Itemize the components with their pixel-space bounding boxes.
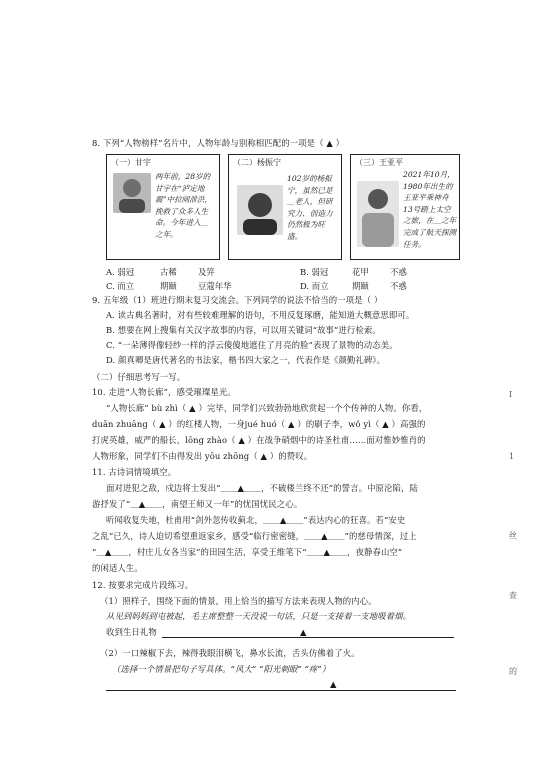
card-text: 2021年10月，1980年出生的王亚平乘神舟13号踏上太空之旅，在＿之年完成了航天探测任务。 <box>403 170 457 249</box>
q9-option-b: B. 想要在网上搜集有关汉字故事的内容，可以用关键词“故事”进行检索。 <box>106 325 381 335</box>
q10-stem: 10. 走进“人物长廊”，感受璀璨星光。 <box>92 387 236 397</box>
q9-option-a: A. 读古典名著时，对有些较难理解的语句，不用反复琢磨，能知道大概意思即可。 <box>106 310 415 320</box>
option-label: C. 而立 <box>106 281 135 291</box>
option-label: A. 弱冠 <box>106 267 135 277</box>
q9-option-c: C. “一朵薄得像轻纱一样的浮云傻傻地遮住了月亮的脸”表现了景物的动态美。 <box>106 340 398 350</box>
option-label: B. 弱冠 <box>300 267 329 277</box>
q9-stem: 9. 五年级（1）班进行期末复习交流会。下列同学的说法不恰当的一项是（ ） <box>92 295 383 305</box>
card-title: （二）杨振宁 <box>233 158 281 167</box>
portrait-photo <box>357 181 399 247</box>
option-term: 不惑 <box>390 267 407 277</box>
section-heading: （二）仔细思考写一写。 <box>92 372 186 382</box>
q11-line: 之乱”已久，诗人迫切希望重返家乡，感受“临行密密缝，＿＿▲＿＿”的慈母情深，过上 <box>92 531 417 541</box>
q12-task2: （选择一个情景把句子写具体。“风大” “阳光刺眼” “疼”） <box>112 664 331 674</box>
answer-line <box>106 690 456 691</box>
option-term: 花甲 <box>352 267 369 277</box>
q11-stem: 11. 古诗词情境填空。 <box>92 467 177 477</box>
q12-part2: （2）一口辣椒下去，辣得我眼泪横飞，鼻水长流，舌头仿佛着了火。 <box>100 648 360 658</box>
person-portrait-icon <box>357 181 399 247</box>
margin-mark: 1 <box>509 452 515 461</box>
q11-line: 游抒发了“＿▲＿＿，南望王师又一年”的忧国忧民之心。 <box>92 499 303 509</box>
card-title: （三）王亚平 <box>355 158 403 167</box>
q12-stem: 12. 按要求完成片段练习。 <box>92 580 194 590</box>
portrait-photo <box>237 185 283 235</box>
margin-mark: 查 <box>509 591 517 600</box>
portrait-photo <box>113 173 151 213</box>
person-portrait-icon <box>237 185 283 235</box>
answer-marker: ▲ <box>300 627 307 637</box>
card-text: 两年前，28岁的甘宇在“泸定地震”中拉闸泄洪，挽救了众多人生命。今年进入＿之年。 <box>155 172 213 239</box>
person-portrait-icon <box>113 173 151 213</box>
option-term: 期颐 <box>352 281 369 291</box>
q12-task1: 收到生日礼物 <box>106 627 157 637</box>
q12-part1: （1）照样子，围绕下面的情景，用上恰当的描写方法来表现人物的内心。 <box>100 596 377 606</box>
q11-line: 听闻收复失地，杜甫用“剑外忽传收蓟北，＿＿▲＿＿”表达内心的狂喜。若“安史 <box>106 515 406 525</box>
q11-line: 的闲适人生。 <box>92 563 143 573</box>
q8-stem: 8. 下列“人物榜样”名片中，人物年龄与别称相匹配的一项是（ ▲ ） <box>92 138 345 148</box>
q11-line: “＿▲＿＿，村庄儿女各当家”的田园生活，享受王维笔下“＿＿▲＿＿，夜静春山空” <box>92 547 403 557</box>
margin-mark: 的 <box>509 667 517 676</box>
option-term: 不惑 <box>390 281 407 291</box>
margin-mark: 丝 <box>509 531 517 540</box>
card-text: 102岁的杨振宁，虽然已是＿老人，但研究力、创造力仍然极为旺盛。 <box>287 174 333 241</box>
option-term: 豆蔻年华 <box>198 281 232 291</box>
q12-example: 从见到妈妈到屯被起，毛主席整整一天没说一句话，只是一支接着一支地吸着烟。 <box>106 611 412 621</box>
q11-line: 面对进犯之敌，戍边将士发出“＿＿▲＿＿，不破楼兰终不还”的誓言。中原沦陷，陆 <box>106 483 418 493</box>
q10-line: duān zhuāng（ ▲ ）的红楼人物，一身jué huó（ ▲ ）的刷子李，wǒ yì（ ▲ ）高强的 <box>92 419 426 429</box>
card-title: （一）甘宇 <box>111 158 151 167</box>
card-yangzhenning <box>228 154 342 260</box>
margin-mark: Ⅰ <box>509 390 513 399</box>
q9-option-d: D. 颜真卿是唐代著名的书法家，楷书四大家之一，代表作是《颜勤礼碑》。 <box>106 355 386 365</box>
card-wangyaping <box>350 154 460 260</box>
q10-line: 人物形象，同学们不由得发出 yōu zhōng（ ▲ ）的赞叹。 <box>92 451 313 461</box>
card-ganyu <box>106 154 220 260</box>
option-term: 及笄 <box>198 267 215 277</box>
q10-line: “人物长廊” bù zhì（ ▲ ）完毕，同学们兴致勃勃地欣赏起一个个传神的人物。你看， <box>106 403 428 413</box>
answer-line <box>162 637 454 638</box>
option-term: 期颐 <box>160 281 177 291</box>
answer-marker: ▲ <box>330 679 337 689</box>
option-term: 古稀 <box>160 267 177 277</box>
option-label: D. 而立 <box>300 281 329 291</box>
q10-line: 打虎英雄，威严的船长，lōng zhào（ ▲ ）在战争硝烟中的诗圣杜甫……面对惟妙惟肖的 <box>92 435 426 445</box>
